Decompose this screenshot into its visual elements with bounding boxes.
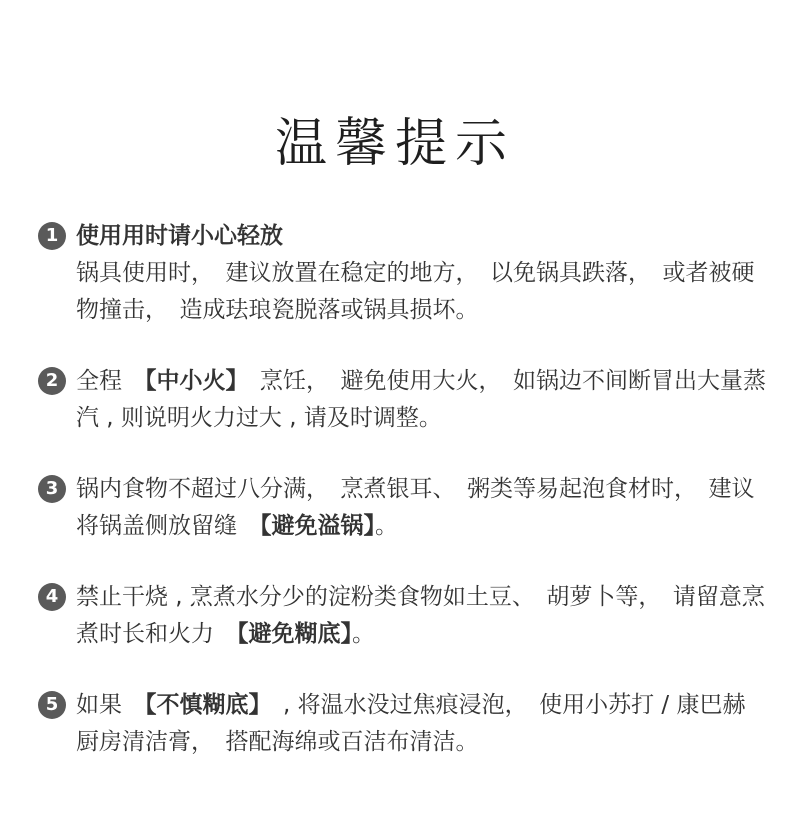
tip-heading: 使用用时请小心轻放	[76, 223, 283, 249]
tip-text-pre: 禁止干烧 , 烹煮水分少的淀粉类食物如土豆、 胡萝卜等， 请留意烹煮时长和火力	[76, 584, 765, 647]
number-badge-2: 2	[38, 367, 66, 395]
tip-text-post: 。	[375, 513, 398, 539]
tip-item-2	[38, 363, 768, 437]
tip-item-3	[38, 471, 768, 545]
number-badge-5: 5	[38, 691, 66, 719]
tip-highlight: 【避免溢锅】	[260, 513, 375, 539]
tip-text-pre: 锅内食物不超过八分满， 烹煮银耳、 粥类等易起泡食材时， 建议将锅盖侧放留缝	[76, 476, 755, 539]
tip-text-post: , 将温水没过焦痕浸泡， 使用小苏打 / 康巴赫厨房清洁膏， 搭配海绵或百洁布清洁。	[76, 692, 746, 755]
tip-item-5	[38, 687, 768, 761]
tip-highlight: 【不慎糊底】	[145, 692, 260, 718]
tip-text-pre: 如果	[76, 692, 145, 718]
tips-list	[38, 218, 768, 795]
number-badge-1: 1	[38, 222, 66, 250]
tip-highlight: 【避免糊底】	[237, 621, 352, 647]
tip-text-pre: 全程	[76, 368, 145, 394]
tip-body: 锅具使用时， 建议放置在稳定的地方， 以免锅具跌落， 或者被硬物撞击， 造成珐琅瓷脱落或锅具损坏。	[76, 260, 755, 323]
number-badge-3: 3	[38, 475, 66, 503]
page-title: 温馨提示	[274, 114, 515, 174]
tip-text-post: 烹饪， 避免使用大火， 如锅边不间断冒出大量蒸汽 , 则说明火力过大 , 请及时调整。	[76, 368, 766, 431]
tip-highlight: 【中小火】	[145, 368, 237, 394]
tip-item-1	[38, 218, 768, 329]
tip-text-post: 。	[352, 621, 375, 647]
number-badge-4: 4	[38, 583, 66, 611]
tip-item-4	[38, 579, 768, 653]
